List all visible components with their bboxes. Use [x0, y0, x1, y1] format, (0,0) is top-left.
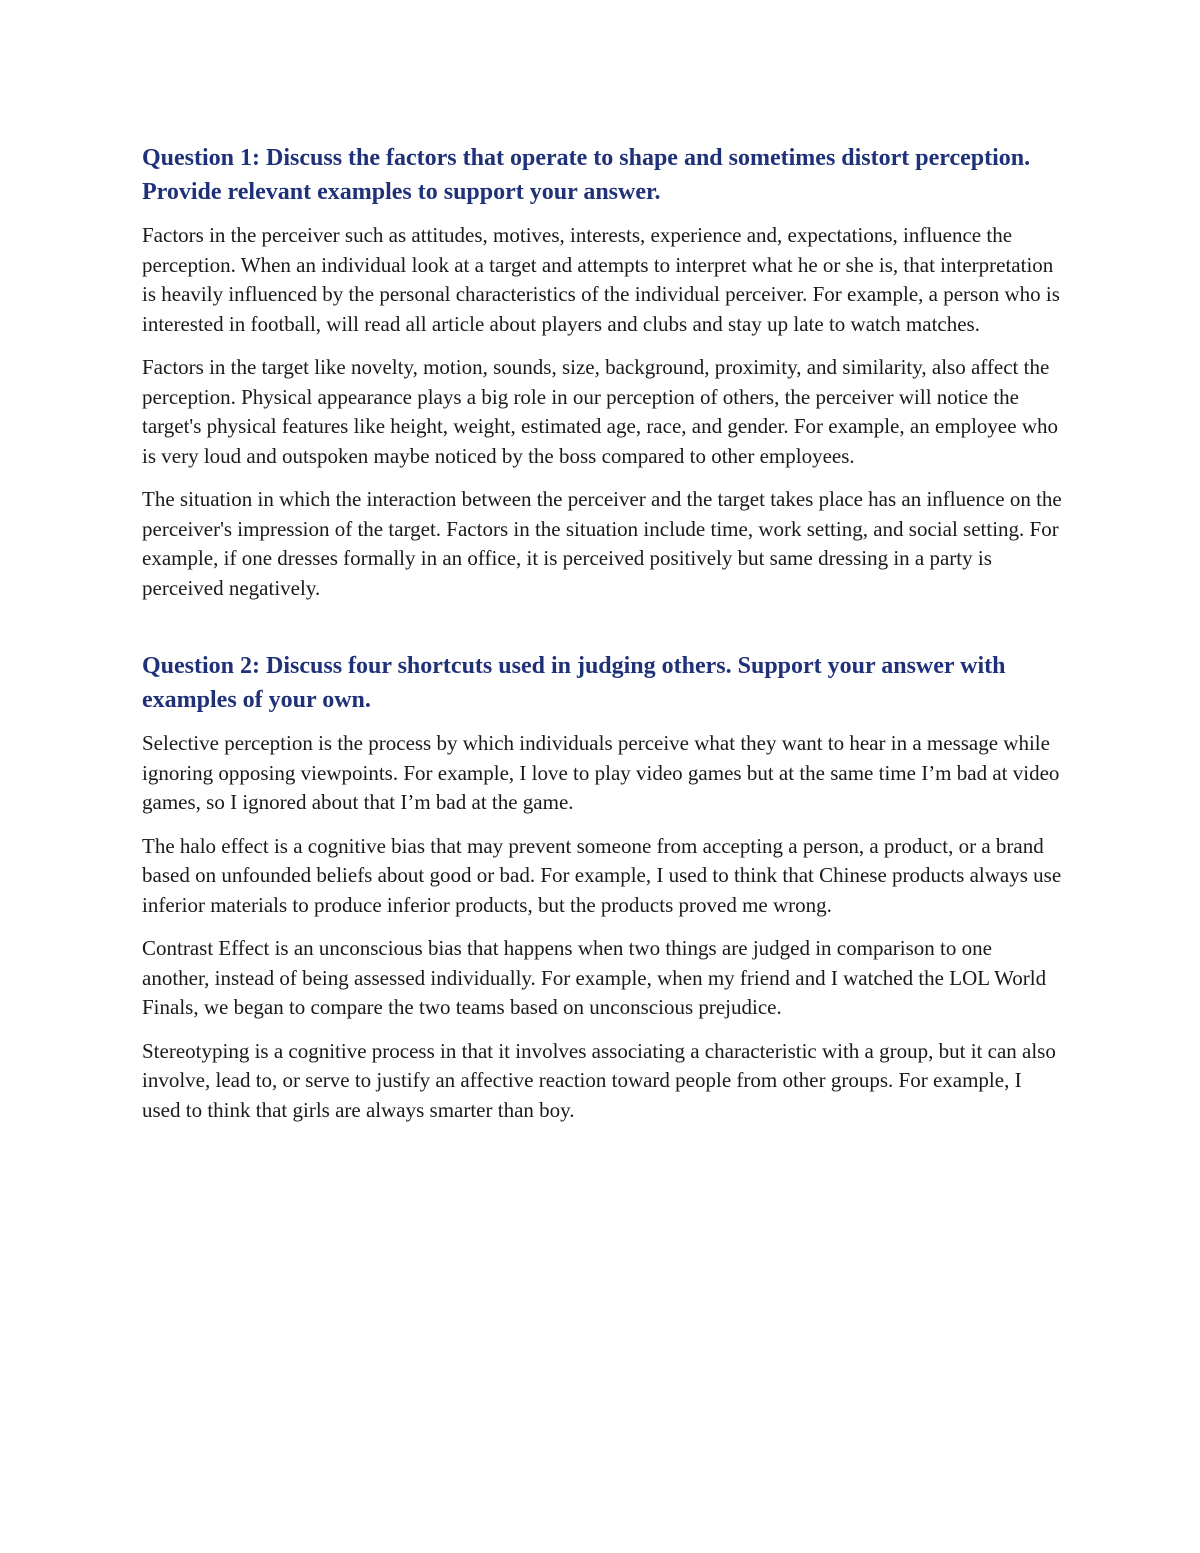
question-2-section — [142, 649, 1062, 1125]
document-page — [142, 141, 1062, 1139]
question-2-paragraph-4: Stereotyping is a cognitive process in that it involves associating a characteristic with a group, but it can also involve, lead to, or serve to justify an affective reaction toward people from other groups. For example, I used to think that girls are always smarter than boy. — [142, 1038, 1056, 1122]
question-1-section — [142, 141, 1062, 603]
question-2-paragraph-1: Selective perception is the process by which individuals perceive what they want to hear in a message while ignoring opposing viewpoints. For example, I love to play video games but at the same time I’m bad at video games, so I ignored about that I’m bad at the game. — [142, 731, 1060, 814]
question-1-paragraph-2: Factors in the target like novelty, motion, sounds, size, background, proximity, and similarity, also affect the perception. Physical appearance plays a big role in our perception of others, the perceiver will notice the target's physical features like height, weight, estimated age, race, and gender. For example, an employee who is very loud and outspoken maybe noticed by the boss compared to other employees. — [142, 355, 1058, 468]
question-1-heading: Question 1: Discuss the factors that operate to shape and sometimes distort perception. Provide relevant examples to support your answer. — [142, 145, 1031, 205]
question-2-paragraph-3: Contrast Effect is an unconscious bias that happens when two things are judged in comparison to one another, instead of being assessed individually. For example, when my friend and I watched the LOL World Finals, we began to compare the two teams based on unconscious prejudice. — [142, 936, 1047, 1019]
question-2-heading: Question 2: Discuss four shortcuts used in judging others. Support your answer with examples of your own. — [142, 653, 1006, 713]
question-1-paragraph-1: Factors in the perceiver such as attitudes, motives, interests, experience and, expectations, influence the perception. When an individual look at a target and attempts to interpret what he or she is, that interpretation is heavily influenced by the personal characteristics of the individual perceiver. For example, a person who is interested in football, will read all article about players and clubs and stay up late to watch matches. — [142, 223, 1060, 336]
question-2-paragraph-2: The halo effect is a cognitive bias that may prevent someone from accepting a person, a product, or a brand based on unfounded beliefs about good or bad. For example, I used to think that Chinese products always use inferior materials to produce inferior products, but the products proved me wrong. — [142, 833, 1062, 917]
question-1-paragraph-3: The situation in which the interaction between the perceiver and the target takes place has an influence on the perceiver's impression of the target. Factors in the situation include time, work setting, and social setting. For example, if one dresses formally in an office, it is perceived positively but same dressing in a party is perceived negatively. — [142, 487, 1062, 600]
